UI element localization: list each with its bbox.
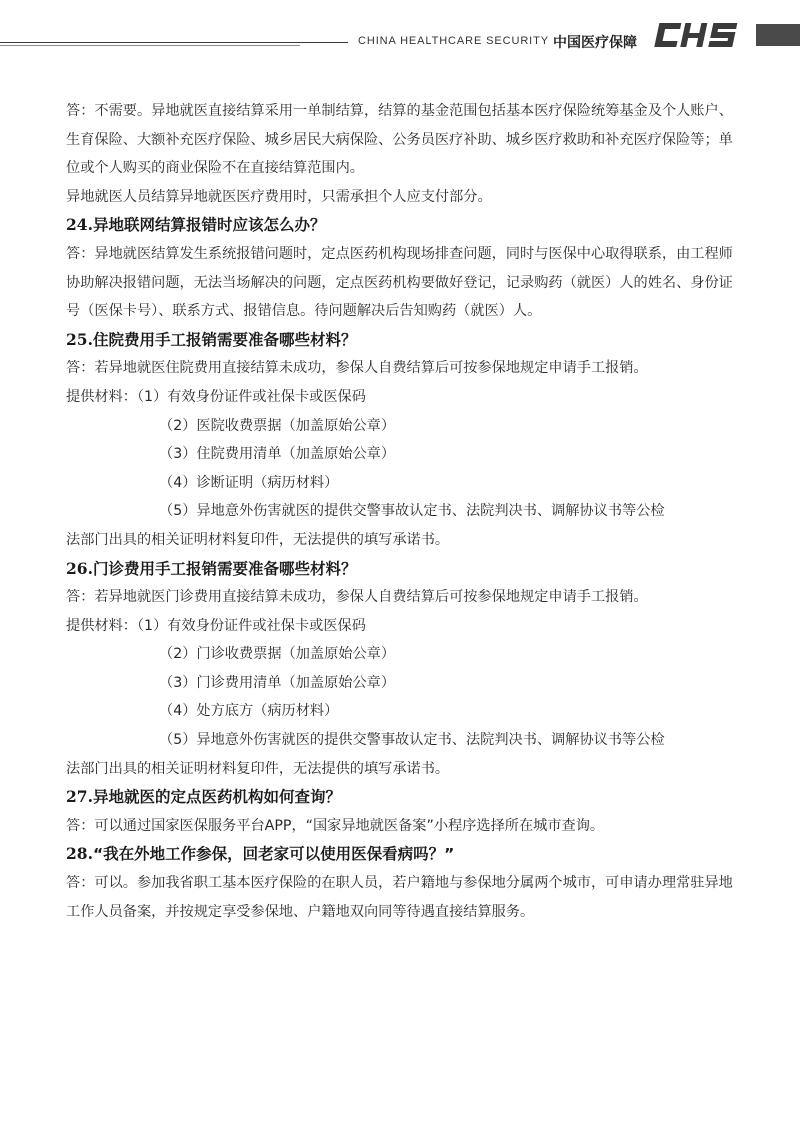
- question-number: 27.: [66, 787, 93, 807]
- question-25-heading: [66, 326, 746, 355]
- question-number: 26.: [66, 558, 93, 578]
- question-27-heading: [66, 783, 746, 812]
- question-text: 异地就医的定点医药机构如何查询？: [92, 788, 341, 807]
- question-26-material-5: （5）异地意外伤害就医的提供交警事故认定书、法院判决书、调解协议书等公检: [159, 732, 665, 749]
- question-26-material-4: （4）处方底方（病历材料）: [159, 703, 339, 720]
- question-text: 异地联网结算报错时应该怎么办？: [92, 216, 326, 235]
- question-text: “我在外地工作参保，回老家可以使用医保看病吗？”: [92, 845, 455, 864]
- question-number: 25.: [66, 329, 93, 349]
- question-25-material-4: （4）诊断证明（病历材料）: [159, 474, 339, 491]
- question-26-material-1: [66, 612, 746, 641]
- chs-logo: [648, 20, 748, 50]
- question-25-material-3: （3）住院费用清单（加盖原始公章）: [159, 446, 396, 463]
- question-25-material-1: [66, 383, 746, 412]
- question-25-material-5-cont: 法部门出具的相关证明材料复印件，无法提供的填写承诺书。: [66, 531, 450, 548]
- question-24-answer: 答：异地就医结算发生系统报错问题时，定点医药机构现场排查问题，同时与医保中心取得联系，由工程师协助解决报错问题，无法当场解决的问题，定点医药机构要做好登记，记录购药（就医）人的姓名、身份证号（医保卡号）、联系方式、报错信息。待问题解决后告知购药（就医）人。: [66, 245, 733, 320]
- question-text: 门诊费用手工报销需要准备哪些材料？: [92, 559, 357, 578]
- intro-note: 异地就医人员结算异地就医医疗费用时，只需承担个人应支付部分。: [66, 188, 492, 205]
- intro-answer: 答：不需要。异地就医直接结算采用一单制结算，结算的基金范围包括基本医疗保险统筹基金及个人账户、生育保险、大额补充医疗保险、城乡居民大病保险、公务员医疗补助、城乡医疗救助和补充医疗保险等；单位或个人购买的商业保险不在直接结算范围内。: [66, 103, 733, 177]
- page-corner-tab: [756, 24, 800, 46]
- header-rule-secondary: [0, 45, 300, 46]
- materials-label: 提供材料：: [66, 617, 137, 634]
- question-28-heading: [66, 840, 746, 869]
- question-24-heading: [66, 211, 746, 240]
- question-26-material-3: （3）门诊费用清单（加盖原始公章）: [159, 674, 396, 691]
- question-25-material-5: （5）异地意外伤害就医的提供交警事故认定书、法院判决书、调解协议书等公检: [159, 503, 665, 520]
- question-26-material-5-cont: 法部门出具的相关证明材料复印件，无法提供的填写承诺书。: [66, 760, 450, 777]
- question-number: 24.: [66, 215, 93, 235]
- question-number: 28.: [66, 844, 93, 864]
- question-25-answer: 答：若异地就医住院费用直接结算未成功，参保人自费结算后可按参保地规定申请手工报销。: [66, 360, 648, 377]
- header-english-title: CHINA HEALTHCARE SECURITY: [358, 35, 549, 47]
- question-27-answer: 答：可以通过国家医保服务平台APP，“国家异地就医备案”小程序选择所在城市查询。: [66, 817, 605, 834]
- material-item: （1）有效身份证件或社保卡或医保码: [136, 388, 366, 405]
- question-text: 住院费用手工报销需要准备哪些材料？: [92, 330, 357, 349]
- materials-label: 提供材料：: [66, 388, 137, 405]
- document-body: [66, 97, 746, 926]
- question-25-material-2: （2）医院收费票据（加盖原始公章）: [159, 417, 396, 434]
- question-28-answer: 答：可以。参加我省职工基本医疗保险的在职人员，若户籍地与参保地分属两个城市，可申请办理常驻异地工作人员备案，并按规定享受参保地、户籍地双向同等待遇直接结算服务。: [66, 875, 733, 920]
- header-rule: [0, 42, 348, 43]
- question-26-material-2: （2）门诊收费票据（加盖原始公章）: [159, 646, 396, 663]
- material-item: （1）有效身份证件或社保卡或医保码: [136, 617, 366, 634]
- question-26-answer: 答：若异地就医门诊费用直接结算未成功，参保人自费结算后可按参保地规定申请手工报销。: [66, 589, 648, 606]
- header-chinese-title: 中国医疗保障: [553, 35, 637, 51]
- question-26-heading: [66, 555, 746, 584]
- page-header: [0, 0, 800, 60]
